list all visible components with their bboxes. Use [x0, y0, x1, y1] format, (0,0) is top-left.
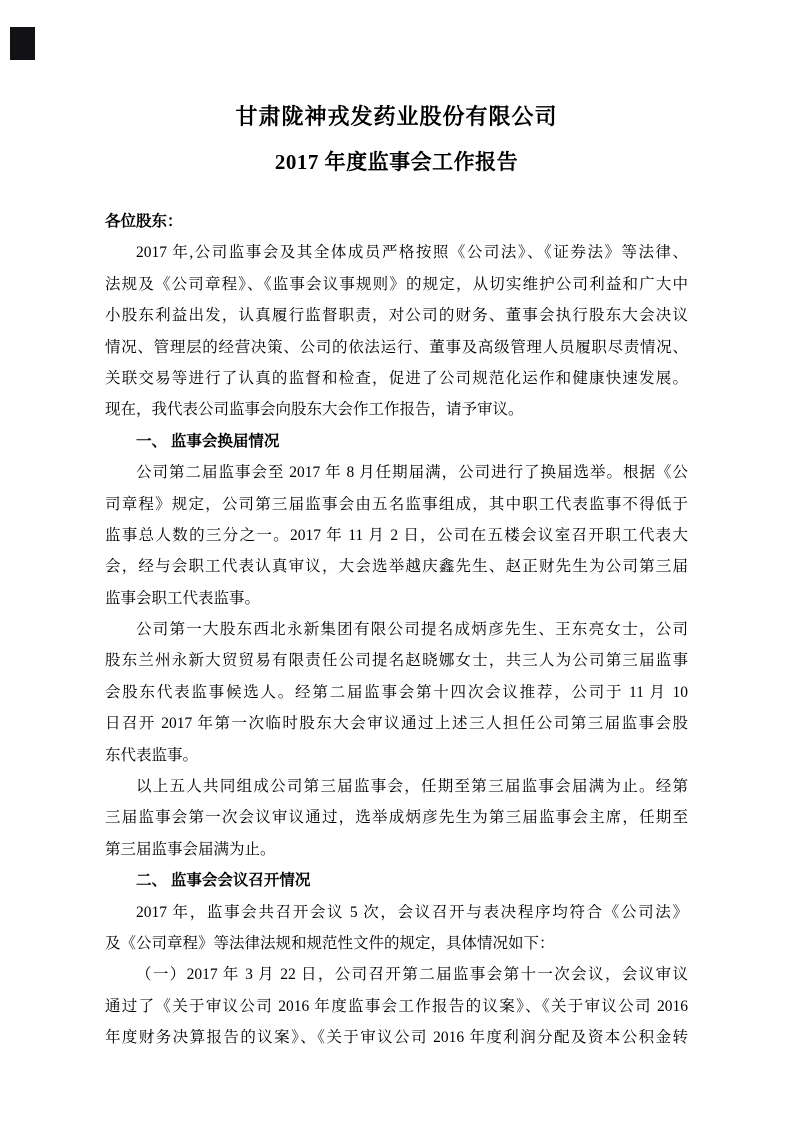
text-line: 现在，我代表公司监事会向股东大会作工作报告，请予审议。	[105, 401, 524, 419]
text-line: 监事总人数的三分之一。2017 年 11 月 2 日，公司在五楼会议室召开职工代表大	[105, 526, 688, 544]
document-title: 甘肃陇神戎发药业股份有限公司	[235, 104, 558, 129]
text-line: 司章程》规定，公司第三届监事会由五名监事组成，其中职工代表监事不得低于	[105, 495, 688, 513]
text-line: 2017 年，监事会共召开会议 5 次，会议召开与表决程序均符合《公司法》	[136, 903, 688, 921]
text-line: 各位股东：	[105, 213, 183, 230]
section-1-paragraph-2	[105, 614, 688, 771]
text-line: 二、 监事会会议召开情况	[136, 872, 311, 890]
text-line: 通过了《关于审议公司 2016 年度监事会工作报告的议案》、《关于审议公司 2016	[105, 997, 688, 1015]
text-line: 情况、管理层的经营决策、公司的依法运行、董事及高级管理人员履职尽责情况、	[105, 338, 688, 356]
text-line: 第三届监事会届满为止。	[105, 840, 276, 858]
text-line: 以上五人共同组成公司第三届监事会，任期至第三届监事会届满为止。经第	[136, 778, 688, 796]
text-line: 年度财务决算报告的议案》、《关于审议公司 2016 年度利润分配及资本公积金转	[105, 1029, 688, 1047]
corner-artifact	[10, 27, 35, 60]
text-line: 关联交易等进行了认真的监督和检查，促进了公司规范化运作和健康快速发展。	[105, 369, 688, 387]
text-line: 会股东代表监事候选人。经第二届监事会第十四次会议推荐，公司于 11 月 10	[105, 683, 688, 701]
text-line: 东代表监事。	[105, 746, 199, 764]
document-subtitle: 2017 年度监事会工作报告	[274, 150, 519, 174]
text-line: 监事会职工代表监事。	[105, 589, 261, 607]
text-line: 一、 监事会换届情况	[136, 432, 280, 450]
text-line: 法规及《公司章程》、《监事会议事规则》的规定，从切实维护公司利益和广大中	[105, 275, 688, 293]
section-2-paragraph-2	[105, 959, 688, 1053]
salutation	[105, 206, 688, 237]
text-line: 公司第一大股东西北永新集团有限公司提名成炳彦先生、王东亮女士，公司	[136, 621, 688, 639]
section-2-heading	[105, 865, 688, 896]
text-line: （一）2017 年 3 月 22 日，公司召开第二届监事会第十一次会议，会议审议	[136, 966, 688, 984]
text-line: 会，经与会职工代表认真审议，大会选举越庆鑫先生、赵正财先生为公司第三届	[105, 558, 688, 576]
intro-paragraph	[105, 237, 688, 425]
text-line: 小股东利益出发，认真履行监督职责，对公司的财务、董事会执行股东大会决议	[105, 307, 688, 325]
section-1-heading	[105, 426, 688, 457]
document-body	[105, 206, 688, 1054]
section-1-paragraph-1	[105, 457, 688, 614]
text-line: 及《公司章程》等法律法规和规范性文件的规定，具体情况如下：	[105, 934, 555, 952]
text-line: 2017 年,公司监事会及其全体成员严格按照《公司法》、《证券法》等法律、	[136, 244, 688, 262]
text-line: 三届监事会第一次会议审议通过，选举成炳彦先生为第三届监事会主席，任期至	[105, 809, 688, 827]
section-2-paragraph-1	[105, 897, 688, 960]
text-line: 股东兰州永新大贸贸易有限责任公司提名赵晓娜女士，共三人为公司第三届监事	[105, 652, 688, 670]
text-line: 日召开 2017 年第一次临时股东大会审议通过上述三人担任公司第三届监事会股	[105, 715, 688, 733]
text-line: 公司第二届监事会至 2017 年 8 月任期届满，公司进行了换届选举。根据《公	[136, 464, 688, 482]
section-1-paragraph-3	[105, 771, 688, 865]
